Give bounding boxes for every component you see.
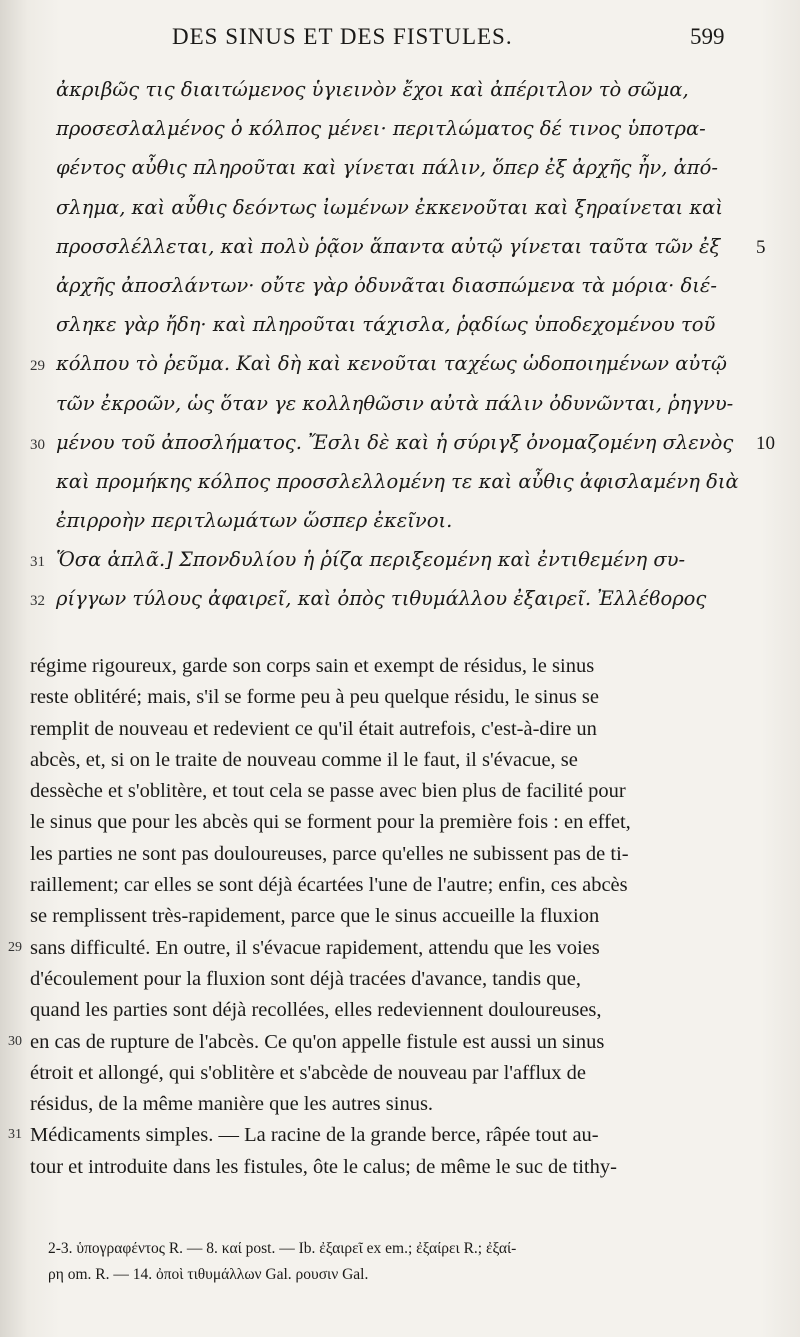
french-line <box>8 934 770 965</box>
greek-line <box>30 542 770 581</box>
line-text: φέντος αὖθις πληροῦται καὶ γίνεται πάλιν, ὅπερ ἐξ ἀρχῆς ἦν, ἀπό- <box>56 156 718 180</box>
french-line <box>30 1090 770 1121</box>
line-text: ρίγγων τύλους ἀφαιρεῖ, καὶ ὀπὸς τιθυμάλλου ἐξαιρεῖ. Ἐλλέϐορος <box>56 587 707 611</box>
line-marker-left: 31 <box>30 554 45 571</box>
greek-line <box>30 464 770 503</box>
line-text: προσσλέλλεται, καὶ πολὺ ῥᾷον ἅπαντα αὐτῷ γίνεται ταῦτα τῶν ἐξ <box>56 234 721 258</box>
line-text: d'écoulement pour la fluxion sont déjà tracées d'avance, tandis que, <box>30 967 582 990</box>
line-marker-right: 5 <box>756 236 766 258</box>
line-text: étroit et allongé, qui s'oblitère et s'abcède de nouveau par l'afflux de <box>30 1061 587 1084</box>
page-number: 599 <box>690 24 725 49</box>
french-line <box>30 902 770 933</box>
line-text: sans difficulté. En outre, il s'évacue rapidement, attendu que les voies <box>30 936 600 959</box>
line-text: Médicaments simples. — La racine de la grande berce, râpée tout au- <box>30 1124 599 1147</box>
line-text: μένου τοῦ ἀποσλήματος. Ἔσλι δὲ καὶ ἡ σύριγξ ὀνομαζομένη σλενὸς <box>56 430 734 454</box>
line-text: abcès, et, si on le traite de nouveau comme il le faut, il s'évacue, se <box>30 748 578 771</box>
line-text: résidus, de la même manière que les autres sinus. <box>30 1093 434 1116</box>
running-title: DES SINUS ET DES FISTULES. <box>172 24 513 49</box>
footnote-line: ρη om. R. — 14. ὀποὶ τιθυμάλλων Gal. ρουσιν Gal. <box>48 1266 369 1283</box>
french-line <box>30 996 770 1027</box>
french-line <box>30 652 770 683</box>
footnotes-block <box>48 1240 748 1292</box>
line-marker-left: 32 <box>30 593 45 610</box>
greek-line <box>30 425 775 464</box>
greek-line <box>30 229 770 268</box>
line-marker-left: 29 <box>30 358 45 375</box>
line-text: ἀκριβῶς τις διαιτώμενος ὑγιεινὸν ἔχοι καὶ ἀπέριτλον τὸ σῶμα, <box>56 78 689 101</box>
french-line <box>30 808 770 839</box>
greek-line <box>30 268 770 307</box>
line-marker-left: 31 <box>8 1127 22 1143</box>
line-text: κόλπου τὸ ῥεῦμα. Καὶ δὴ καὶ κενοῦται ταχέως ὡδοποιημένων αὐτῷ <box>56 352 727 376</box>
french-line <box>30 1153 770 1184</box>
french-line <box>8 1028 770 1059</box>
line-text: régime rigoureux, garde son corps sain et exempt de résidus, le sinus <box>30 655 595 677</box>
line-text: ἐπιρροὴν περιτλωμάτων ὥσπερ ἐκεῖνοι. <box>56 509 453 533</box>
line-marker-left: 29 <box>8 939 22 955</box>
french-line <box>30 871 770 902</box>
line-text: dessèche et s'oblitère, et tout cela se passe avec bien plus de facilité pour <box>30 780 626 803</box>
line-text: en cas de rupture de l'abcès. Ce qu'on appelle fistule est aussi un sinus <box>30 1030 605 1053</box>
line-text: se remplissent très-rapidement, parce que le sinus accueille la fluxion <box>30 905 600 928</box>
greek-line <box>30 190 770 229</box>
line-text: tour et introduite dans les fistules, ôte le calus; de même le suc de tithy- <box>30 1155 617 1178</box>
line-text: raillement; car elles se sont déjà écartées l'une de l'autre; enfin, ces abcès <box>30 874 628 897</box>
french-line <box>30 1059 770 1090</box>
line-text: ἀρχῆς ἀποσλάντων· οὔτε γὰρ ὀδυνᾶται διασπώμενα τὰ μόρια· διέ- <box>56 273 717 297</box>
french-line <box>8 1121 770 1152</box>
french-line <box>30 965 770 996</box>
french-line <box>30 683 770 714</box>
line-text: καὶ προμήκης κόλπος προσσλελλομένη τε καὶ αὖθις ἀφισλαμένη διὰ <box>56 469 739 493</box>
line-text: le sinus que pour les abcès qui se forment pour la première fois : en effet, <box>30 811 631 834</box>
greek-line <box>30 150 770 189</box>
line-text: les parties ne sont pas douloureuses, parce qu'elles ne subissent pas de ti- <box>30 842 629 865</box>
greek-line <box>30 111 770 150</box>
line-marker-right: 10 <box>756 432 775 454</box>
page-header <box>0 24 800 54</box>
line-marker-left: 30 <box>30 436 45 453</box>
line-text: τῶν ἐκροῶν, ὡς ὅταν γε κολληθῶσιν αὐτὰ πάλιν ὀδυνῶνται, ῥηγνυ- <box>56 391 734 415</box>
french-line <box>30 746 770 777</box>
greek-line <box>30 346 770 385</box>
greek-line <box>30 503 770 542</box>
greek-line <box>30 307 770 346</box>
line-text: σληκε γὰρ ἤδη· καὶ πληροῦται τάχισλα, ῥᾳδίως ὑποδεχομένου τοῦ <box>56 313 716 337</box>
line-text: προσεσλαλμένος ὁ κόλπος μένει· περιτλώματος δέ τινος ὑποτρα- <box>56 117 706 141</box>
french-translation-block <box>8 652 770 1184</box>
line-text: remplit de nouveau et redevient ce qu'il était autrefois, c'est-à-dire un <box>30 717 597 740</box>
french-line <box>30 777 770 808</box>
french-line <box>30 840 770 871</box>
greek-line <box>30 386 770 425</box>
line-text: Ὅσα ἁπλᾶ.] Σπονδυλίου ἡ ῥίζα περιξεομένη καὶ ἐντιθεμένη συ- <box>56 548 686 572</box>
french-line <box>30 715 770 746</box>
greek-line <box>30 581 770 620</box>
line-marker-left: 30 <box>8 1033 22 1049</box>
line-text: reste oblitéré; mais, s'il se forme peu à peu quelque résidu, le sinus se <box>30 686 599 709</box>
line-text: quand les parties sont déjà recollées, elles redeviennent douloureuses, <box>30 999 602 1022</box>
greek-text-block <box>30 72 775 621</box>
greek-line <box>30 72 770 111</box>
footnote-line: 2-3. ὑπογραφέντος R. — 8. καί post. — Ib. ἐξαιρεῖ ex em.; ἐξαίρει R.; ἐξαί- <box>48 1240 517 1257</box>
line-text: σλημα, καὶ αὖθις δεόντως ἰωμένων ἐκκενοῦται καὶ ξηραίνεται καὶ <box>56 195 723 219</box>
